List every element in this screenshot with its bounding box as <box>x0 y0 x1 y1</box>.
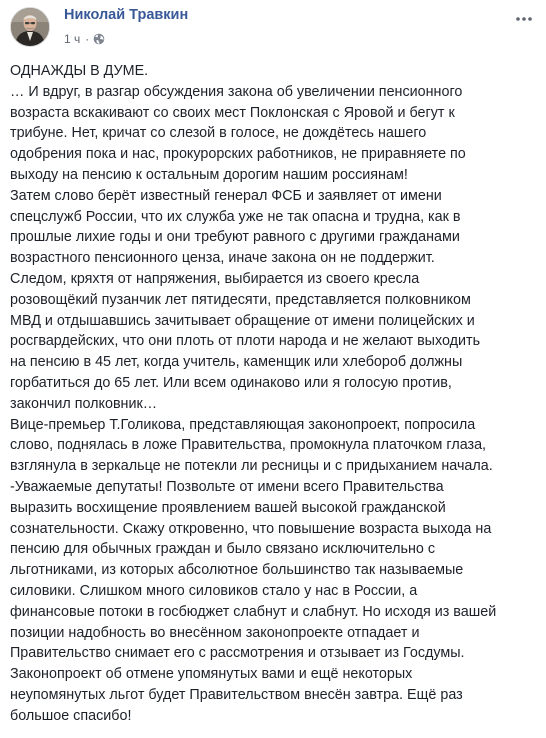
post-text-line: прошлые лихие годы и они требуют равного с другими гражданами <box>10 229 460 246</box>
post-text-line: росгвардейских, что они плоть от плоти народа и не желают выходить <box>10 333 481 350</box>
post-text-line: сознательности. Скажу откровенно, что повышение возраста выхода на <box>10 520 492 537</box>
author-avatar[interactable] <box>10 7 50 47</box>
post-text <box>10 61 538 727</box>
post-text-line: -Уважаемые депутаты! Позвольте от имени всего Правительства <box>10 478 444 495</box>
post-text-line: возрастного пенсионного ценза, иначе закона он не поддержит. <box>10 250 435 267</box>
post-text-line: Правительство снимает его с рассмотрения и отзывает из Госдумы. <box>10 645 465 662</box>
post-text-line: Затем слово берёт известный генерал ФСБ и заявляет от имени <box>10 187 442 204</box>
post-text-line: выразить восхищение проявлением вашей высокой гражданской <box>10 499 446 516</box>
post-text-line: неупомянутых льгот будет Правительством внесён завтра. Ещё раз <box>10 686 463 703</box>
post-text-line: выходу на пенсию к остальным дорогим нашим россиянам! <box>10 166 408 183</box>
post-text-line: пенсию для обычных граждан и было связано исключительно с <box>10 541 436 558</box>
post-text-line: горбатиться до 65 лет. Или всем одинаково или я голосую против, <box>10 374 452 391</box>
post-text-line: розовощёкий пузанчик лет пятидесяти, представляется полковником <box>10 291 471 308</box>
post-text-line: на пенсию в 45 лет, когда учитель, каменщик или хлебороб должны <box>10 354 463 371</box>
globe-icon[interactable] <box>93 33 105 45</box>
post-text-line: ОДНАЖДЫ В ДУМЕ. <box>10 63 149 79</box>
post-text-line: слово, поднялась в ложе Правительства, промокнула платочком глаза, <box>10 437 487 454</box>
post-text-line: одобрения пока и нас, прокурорских работников, не приравняете по <box>10 146 466 163</box>
post-timestamp[interactable]: 1 ч <box>64 32 81 46</box>
post-text-line: силовики. Слишком много силовиков стало у нас в России, а <box>10 582 418 599</box>
post-text-line: большое спасибо! <box>10 707 132 724</box>
post-text-line: спецслужб России, что их служба уже не так опасна и трудна, как в <box>10 208 461 225</box>
avatar-photo <box>11 8 49 46</box>
post-text-line: Законопроект об отмене упомянутых вами и ещё некоторых <box>10 666 413 683</box>
post-options-button[interactable] <box>512 10 536 28</box>
post-text-line: позиции надобность во внесённом законопроекте отпадает и <box>10 624 420 641</box>
post-text-line: Вице-премьер Т.Голикова, представляющая законопроект, попросила <box>10 416 476 433</box>
post-text-line: закончил полковник… <box>10 395 158 412</box>
author-name[interactable]: Николай Травкин <box>64 7 189 23</box>
post-meta <box>64 31 105 47</box>
post-text-line: взглянула в зеркальце не потекли ли ресницы и с придыханием начала. <box>10 458 493 475</box>
post-header <box>10 4 536 50</box>
meta-separator: · <box>85 32 90 46</box>
post-text-line: Следом, кряхтя от напряжения, выбирается из своего кресла <box>10 270 420 287</box>
post-text-line: финансовые потоки в госбюджет слабнут и слабнут. Но исходя из вашей <box>10 603 497 620</box>
post-text-line: льготниками, из которых абсолютное большинство так называемые <box>10 562 464 579</box>
ellipsis-icon <box>516 17 532 21</box>
post-text-line: МВД и отдышавшись зачитывает обращение от имени полицейских и <box>10 312 475 329</box>
post-text-line: трибуне. Нет, кричат со слезой в голосе, не дождётесь нашего <box>10 125 427 142</box>
post-text-line: … И вдруг, в разгар обсуждения закона об увеличении пенсионного <box>10 83 463 100</box>
post-text-line: возраста вскакивают со своих мест Поклонская с Яровой и бегут к <box>10 104 455 121</box>
